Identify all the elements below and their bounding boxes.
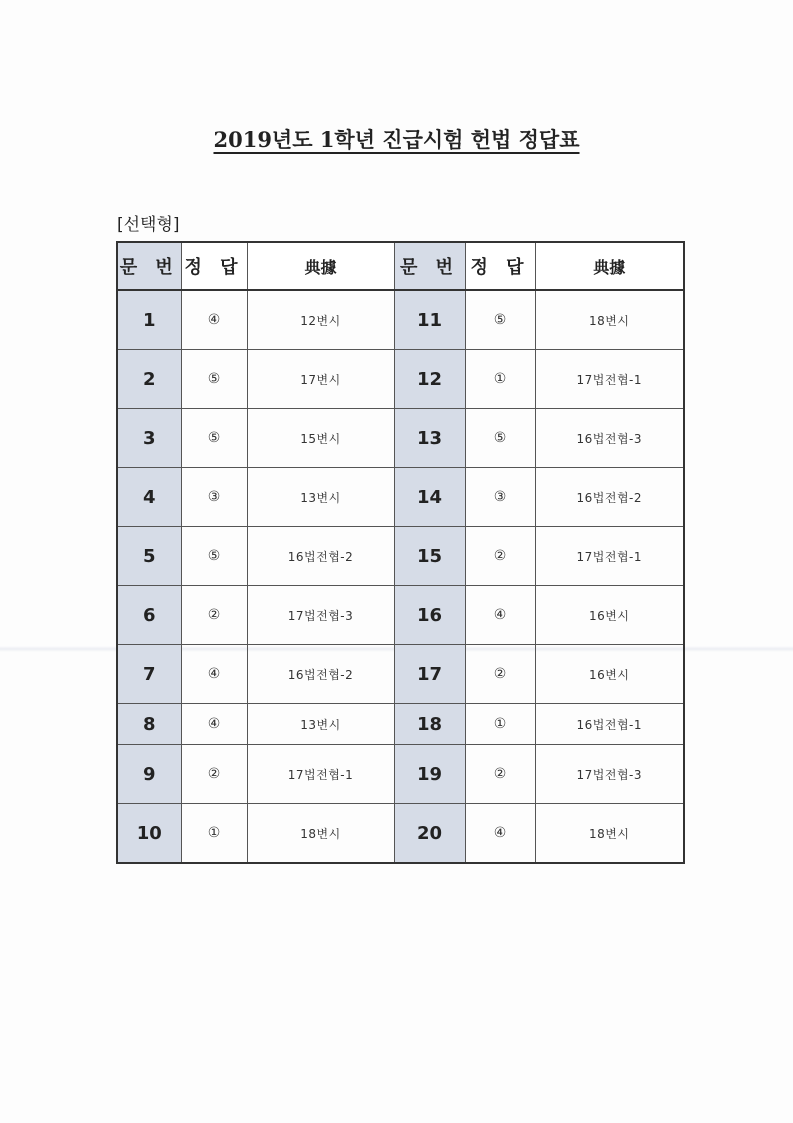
source-cell: 16법전협-2 [247, 527, 394, 586]
answer-cell: ② [465, 527, 535, 586]
document-title [0, 124, 793, 154]
answer-cell: ④ [465, 804, 535, 864]
question-number-cell: 20 [394, 804, 465, 864]
table-row [117, 409, 684, 468]
source-cell: 18변시 [247, 804, 394, 864]
header-number-right: 문 번 [394, 242, 465, 290]
answer-table [116, 241, 685, 864]
question-number-cell: 3 [117, 409, 181, 468]
answer-cell: ④ [181, 290, 247, 350]
answer-cell: ② [465, 645, 535, 704]
question-number-cell: 5 [117, 527, 181, 586]
source-cell: 16법전협-1 [535, 704, 684, 745]
header-number-left: 문 번 [117, 242, 181, 290]
question-number-cell: 1 [117, 290, 181, 350]
answer-cell: ① [465, 350, 535, 409]
question-number-cell: 2 [117, 350, 181, 409]
answer-cell: ④ [181, 645, 247, 704]
question-number-cell: 6 [117, 586, 181, 645]
header-answer-right: 정 답 [465, 242, 535, 290]
source-cell: 17변시 [247, 350, 394, 409]
question-number-cell: 10 [117, 804, 181, 864]
question-number-cell: 11 [394, 290, 465, 350]
answer-cell: ⑤ [465, 290, 535, 350]
answer-table-body [117, 290, 684, 863]
answer-cell: ② [465, 745, 535, 804]
source-cell: 15변시 [247, 409, 394, 468]
answer-cell: ① [181, 804, 247, 864]
source-cell: 16법전협-3 [535, 409, 684, 468]
source-cell: 18변시 [535, 290, 684, 350]
table-row [117, 527, 684, 586]
question-number-cell: 8 [117, 704, 181, 745]
source-cell: 12변시 [247, 290, 394, 350]
question-number-cell: 19 [394, 745, 465, 804]
source-cell: 16변시 [535, 586, 684, 645]
table-row [117, 290, 684, 350]
table-row [117, 804, 684, 864]
source-cell: 13변시 [247, 704, 394, 745]
source-cell: 13변시 [247, 468, 394, 527]
answer-cell: ⑤ [181, 350, 247, 409]
header-answer-left: 정 답 [181, 242, 247, 290]
answer-cell: ② [181, 745, 247, 804]
answer-cell: ⑤ [465, 409, 535, 468]
source-cell: 16변시 [535, 645, 684, 704]
source-cell: 17법전협-3 [247, 586, 394, 645]
table-header-row [117, 242, 684, 290]
source-cell: 17법전협-1 [535, 350, 684, 409]
answer-cell: ② [181, 586, 247, 645]
table-row [117, 586, 684, 645]
header-source-right: 典據 [535, 242, 684, 290]
question-number-cell: 17 [394, 645, 465, 704]
source-cell: 18변시 [535, 804, 684, 864]
source-cell: 16법전협-2 [247, 645, 394, 704]
answer-cell: ① [465, 704, 535, 745]
question-number-cell: 9 [117, 745, 181, 804]
document-title-text: 2019년도 1학년 진급시험 헌법 정답표 [213, 127, 580, 152]
answer-cell: ④ [181, 704, 247, 745]
header-source-left: 典據 [247, 242, 394, 290]
question-number-cell: 13 [394, 409, 465, 468]
table-row [117, 468, 684, 527]
section-label: [선택형] [117, 215, 180, 235]
answer-cell: ⑤ [181, 409, 247, 468]
question-number-cell: 14 [394, 468, 465, 527]
table-row [117, 350, 684, 409]
source-cell: 16법전협-2 [535, 468, 684, 527]
source-cell: 17법전협-1 [535, 527, 684, 586]
source-cell: 17법전협-1 [247, 745, 394, 804]
question-number-cell: 7 [117, 645, 181, 704]
answer-cell: ③ [465, 468, 535, 527]
answer-cell: ⑤ [181, 527, 247, 586]
table-row [117, 645, 684, 704]
question-number-cell: 12 [394, 350, 465, 409]
answer-cell: ③ [181, 468, 247, 527]
question-number-cell: 15 [394, 527, 465, 586]
source-cell: 17법전협-3 [535, 745, 684, 804]
question-number-cell: 16 [394, 586, 465, 645]
answer-cell: ④ [465, 586, 535, 645]
question-number-cell: 18 [394, 704, 465, 745]
question-number-cell: 4 [117, 468, 181, 527]
table-row [117, 704, 684, 745]
table-row [117, 745, 684, 804]
